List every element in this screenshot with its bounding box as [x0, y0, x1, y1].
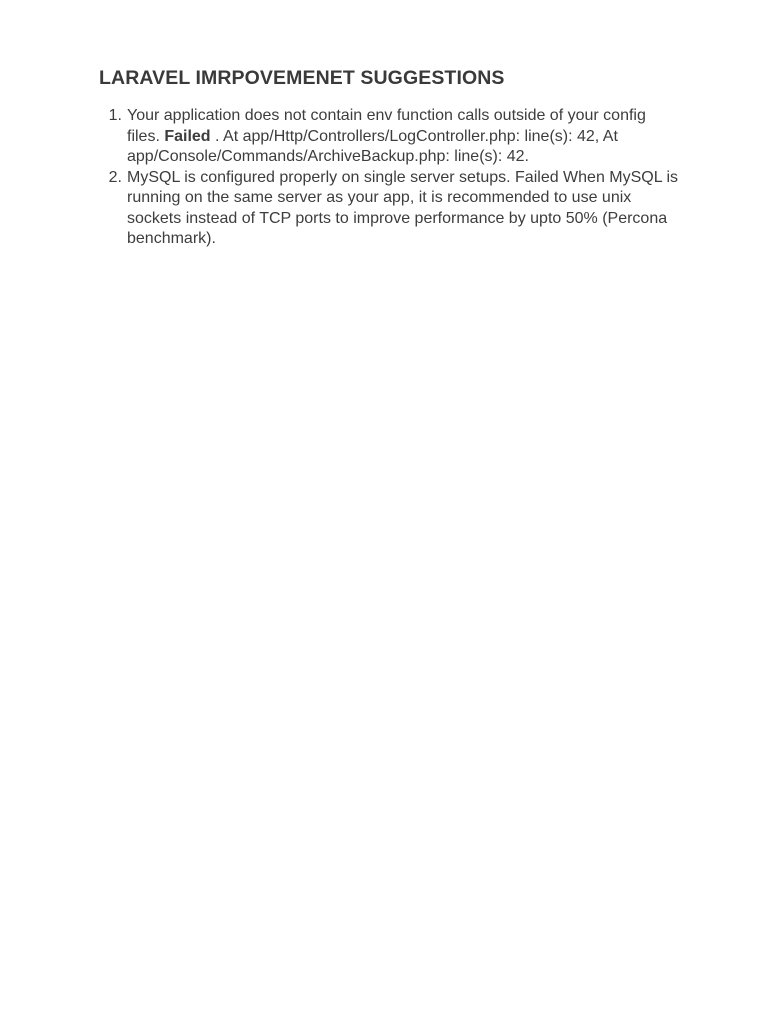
list-item [127, 168, 679, 250]
document-page [99, 64, 679, 250]
document-title: LARAVEL IMRPOVEMENET SUGGESTIONS [99, 67, 505, 89]
status-failed: Failed [164, 127, 211, 145]
list-item [127, 106, 679, 168]
suggestion-detail: . At app/Http/Controllers/LogController.php: line(s): 42, At app/Console/Commands/ArchiveBackup.php: line(s): 42. [127, 127, 618, 165]
suggestion-text: MySQL is configured properly on single server setups. Failed When MySQL is running on the same server as your app, it is recommended to use unix sockets instead of TCP ports to improve performance by upto 50% (Percona benchmark). [127, 168, 679, 247]
suggestions-list [99, 106, 679, 250]
suggestion-text: Your application does not contain env function calls outside of your config files. [127, 107, 646, 145]
